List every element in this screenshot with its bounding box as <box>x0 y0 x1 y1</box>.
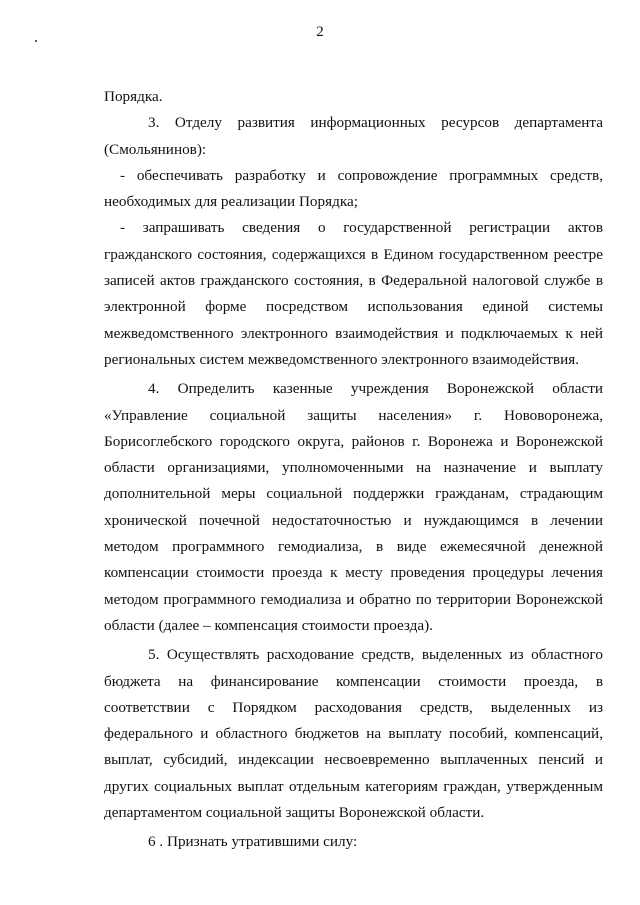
paragraph-4: 4. Определить казенные учреждения Воронежской области «Управление социальной защиты населения» г. Нововоронежа, Борисоглебского городского округа, районов г. Воронежа и Воронежской области организациями, уполномоченными на назначение и выплату дополнительной меры социальной поддержки гражданам, страдающим хронической почечной недостаточностью и нуждающимся в лечении методом программного гемодиализа, в виде ежемесячной денежной компенсации стоимости проезда к месту проведения процедуры лечения методом программного гемодиализа и обратно по территории Воронежской области (далее – компенсация стоимости проезда). <box>104 380 603 634</box>
paragraph-3-bullet-1: - обеспечивать разработку и сопровождение программных средств, необходимых для реализации Порядка; <box>104 166 603 211</box>
paragraph-6: 6 . Признать утратившими силу: <box>148 833 358 851</box>
scan-speck <box>35 40 37 42</box>
paragraph-3-bullet-2: - запрашивать сведения о государственной регистрации актов гражданского состояния, содержащихся в Едином государственном реестре записей актов гражданского состояния, в Федеральной налоговой службе в электронной форме посредством использования единой системы межведомственного электронного взаимодействия и подключаемых к ней региональных систем межведомственного электронного взаимодействия. <box>104 219 603 368</box>
paragraph-3: 3. Отделу развития информационных ресурсов департамента (Смольянинов): <box>104 114 603 158</box>
document-body <box>104 84 603 856</box>
page-number: 2 <box>316 24 324 40</box>
paragraph-continuation: Порядка. <box>104 88 163 105</box>
paragraph-5: 5. Осуществлять расходование средств, выделенных из областного бюджета на финансирование компенсации стоимости проезда, в соответствии с Порядком расходования средств, выделенных из федерального и областного бюджетов на выплату пособий, компенсаций, выплат, субсидий, индексации несвоевременно выплаченных пенсий и других социальных выплат отдельным категориям граждан, утвержденным департаментом социальной защиты Воронежской области. <box>104 646 603 822</box>
